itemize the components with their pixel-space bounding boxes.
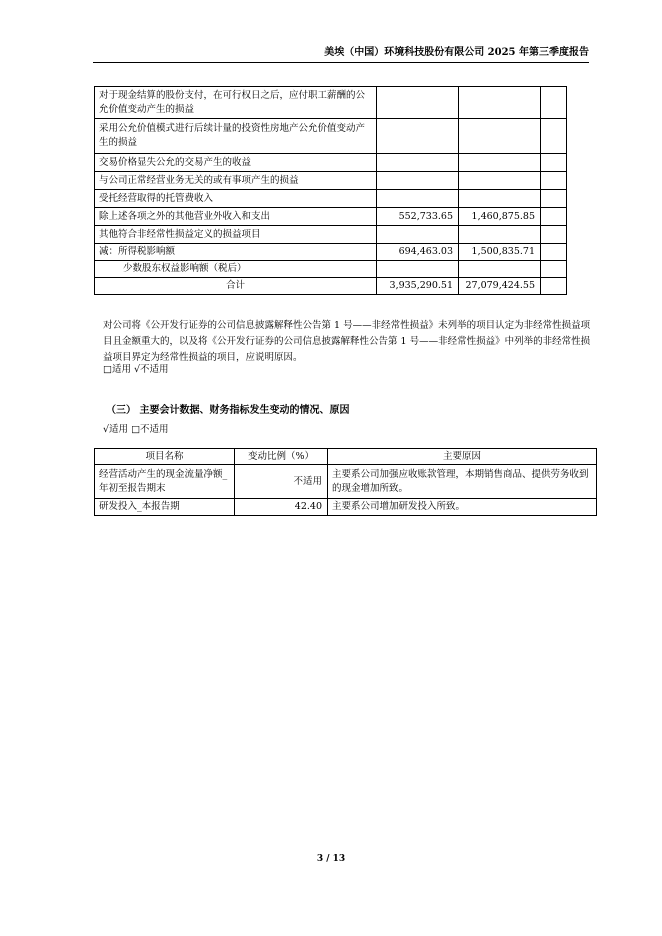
row-label: 采用公允价值模式进行后续计量的投资性房地产公允价值变动产生的损益 xyxy=(95,119,377,154)
value-current xyxy=(377,154,459,172)
change-ratio: 不适用 xyxy=(235,465,328,499)
table-row-total xyxy=(95,278,567,295)
value-ytd xyxy=(459,261,541,278)
header-change-ratio: 变动比例（%） xyxy=(235,449,328,465)
table-row xyxy=(95,244,567,261)
row-label: 交易价格显失公允的交易产生的收益 xyxy=(95,154,377,172)
note-applicability: □适用 √不适用 xyxy=(103,364,169,375)
table-header-row xyxy=(95,449,597,465)
row-label: 其他符合非经常性损益定义的损益项目 xyxy=(95,226,377,244)
row-label: 除上述各项之外的其他营业外收入和支出 xyxy=(95,208,377,226)
row-label: 减：所得税影响额 xyxy=(95,244,377,261)
value-current xyxy=(377,119,459,154)
page-number: 3 / 13 xyxy=(316,854,346,864)
value-note xyxy=(541,87,567,119)
value-ytd xyxy=(459,190,541,208)
value-current xyxy=(377,226,459,244)
table-row xyxy=(95,119,567,154)
header-divider xyxy=(93,62,589,63)
table-row xyxy=(95,226,567,244)
value-ytd xyxy=(459,154,541,172)
value-current: 3,935,290.51 xyxy=(377,278,459,295)
non-recurring-gains-table xyxy=(94,86,567,295)
main-reason: 主要系公司加强应收账款管理，本期销售商品、提供劳务收到的现金增加所致。 xyxy=(328,465,597,499)
table-row xyxy=(95,261,567,278)
value-note xyxy=(541,278,567,295)
item-name: 经营活动产生的现金流量净额_年初至报告期末 xyxy=(95,465,235,499)
row-label: 受托经营取得的托管费收入 xyxy=(95,190,377,208)
row-label: 与公司正常经营业务无关的或有事项产生的损益 xyxy=(95,172,377,190)
value-ytd: 1,500,835.71 xyxy=(459,244,541,261)
page-header: 美埃（中国）环境科技股份有限公司 2025 年第三季度报告 xyxy=(324,47,589,58)
value-ytd xyxy=(459,226,541,244)
value-note xyxy=(541,208,567,226)
main-reason: 主要系公司增加研发投入所致。 xyxy=(328,499,597,516)
table-row xyxy=(95,190,567,208)
table-row xyxy=(95,499,597,516)
row-label: 少数股东权益影响额（税后） xyxy=(95,261,377,278)
value-current xyxy=(377,190,459,208)
value-note xyxy=(541,244,567,261)
header-main-reason: 主要原因 xyxy=(328,449,597,465)
value-note xyxy=(541,226,567,244)
value-note xyxy=(541,119,567,154)
table-row xyxy=(95,87,567,119)
value-note xyxy=(541,190,567,208)
note-paragraph: 对公司将《公开发行证券的公司信息披露解释性公告第 1 号——非经常性损益》未列举的项目认定为非经常性损益项目且金额重大的，以及将《公开发行证券的公司信息披露解释性公告第 1 号——非经常性损益》中列举的非经常性损益项目界定为经常性损益的项目，应说明原因。 xyxy=(103,320,591,363)
value-note xyxy=(541,261,567,278)
row-label: 对于现金结算的股份支付，在可行权日之后，应付职工薪酬的公允价值变动产生的损益 xyxy=(95,87,377,119)
value-note xyxy=(541,154,567,172)
value-ytd xyxy=(459,172,541,190)
change-ratio: 42.40 xyxy=(235,499,328,516)
table-row xyxy=(95,154,567,172)
value-ytd: 27,079,424.55 xyxy=(459,278,541,295)
table-row xyxy=(95,208,567,226)
value-ytd xyxy=(459,119,541,154)
value-note xyxy=(541,172,567,190)
indicator-change-table xyxy=(94,448,597,516)
value-current xyxy=(377,172,459,190)
value-current: 552,733.65 xyxy=(377,208,459,226)
table-row xyxy=(95,172,567,190)
value-current xyxy=(377,261,459,278)
value-ytd xyxy=(459,87,541,119)
item-name: 研发投入_本报告期 xyxy=(95,499,235,516)
value-current: 694,463.03 xyxy=(377,244,459,261)
header-item-name: 项目名称 xyxy=(95,449,235,465)
row-label: 合计 xyxy=(95,278,377,295)
section-title: （三） 主要会计数据、财务指标发生变动的情况、原因 xyxy=(106,405,350,416)
table-row xyxy=(95,465,597,499)
section-applicability: √适用 □不适用 xyxy=(103,424,169,435)
value-ytd: 1,460,875.85 xyxy=(459,208,541,226)
value-current xyxy=(377,87,459,119)
